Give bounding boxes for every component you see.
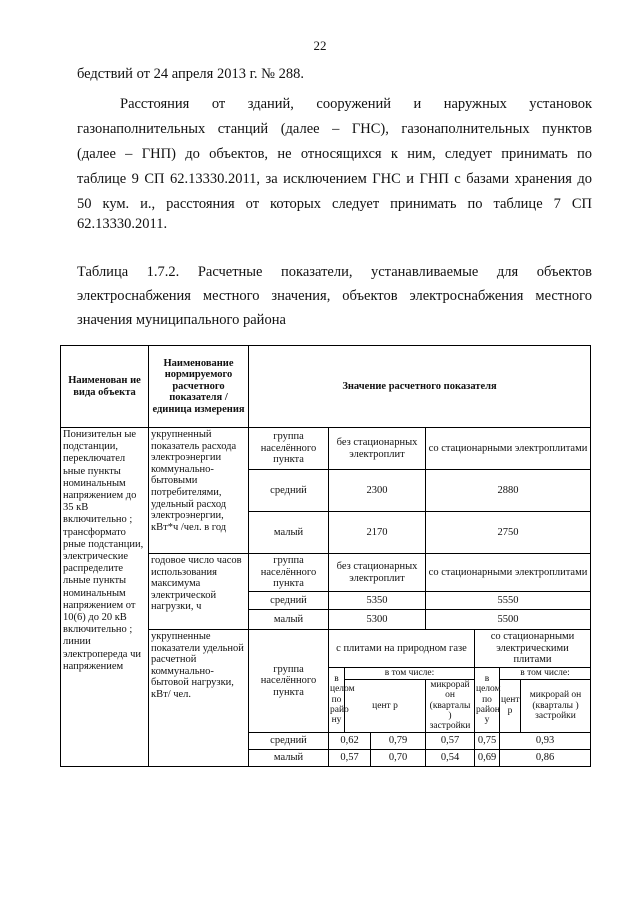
microdistrict-label: микрорай он (кварталы ) застройки <box>426 679 475 732</box>
value-cell: 2750 <box>426 512 591 554</box>
value-cell: 2880 <box>426 470 591 512</box>
page-number: 22 <box>313 38 327 53</box>
center-label: цент р <box>500 679 521 732</box>
text-line: Расстояния от зданий, сооружений и наружных установок <box>120 96 592 112</box>
settlement-group-label: группа населённого пункта <box>249 630 329 733</box>
value-cell: 2300 <box>329 470 426 512</box>
whole-area-label: в целом по район у <box>475 667 500 732</box>
value-cell: 5350 <box>329 592 426 610</box>
indicator-consumption: укрупненный показатель расхода электроэнергии коммунально-бытовыми потребителями, удельный расход электроэнергии, кВт*ч /чел. в год <box>149 428 249 554</box>
value-cell: 0,79 <box>371 732 426 749</box>
group-small: малый <box>249 749 329 766</box>
including-label: в том числе: <box>345 667 475 679</box>
value-cell: 0,62 <box>329 732 371 749</box>
including-label: в том числе: <box>500 667 591 679</box>
with-stoves-label: со стационарными электроплитами <box>426 554 591 592</box>
settlement-group-label: группа населённого пункта <box>249 428 329 470</box>
value-cell: 5300 <box>329 610 426 630</box>
object-type-cell: Понизительн ые подстанции, переключател ьные пункты номинальным напряжением до 35 кВ включительно ; трансформато рные подстанции, электрические распределите льные пункты номинальным напряжением от 10(6) до 20 кВ включительно ; линии электропереда чи напряжением <box>61 428 149 767</box>
center-label: цент р <box>345 679 426 732</box>
whole-area-label: в целом по райо ну <box>329 667 345 732</box>
text-line: газонаполнительных станций (далее – ГНС), газонаполнительных пунктов <box>77 121 592 137</box>
indicator-max-load-hours: годовое число часов использования максимума электрической нагрузки, ч <box>149 554 249 630</box>
value-cell: 0,70 <box>371 749 426 766</box>
group-medium: средний <box>249 592 329 610</box>
group-small: малый <box>249 512 329 554</box>
value-cell: 0,54 <box>426 749 475 766</box>
group-medium: средний <box>249 732 329 749</box>
text-line: 62.13330.2011. <box>77 216 168 232</box>
text-line: (далее – ГНП) до объектов, не относящихся к ним, следует принимать по <box>77 146 592 162</box>
value-cell: 5550 <box>426 592 591 610</box>
text-line: таблице 9 СП 62.13330.2011, за исключением ГНС и ГНП с базами хранения до <box>77 171 592 187</box>
value-cell: 0,57 <box>329 749 371 766</box>
group-medium: средний <box>249 470 329 512</box>
header-object-type: Наименован ие вида объекта <box>61 346 149 428</box>
with-stoves-label: со стационарными электроплитами <box>426 428 591 470</box>
header-indicator-value: Значение расчетного показателя <box>249 346 591 428</box>
table-caption-line: Таблица 1.7.2. Расчетные показатели, устанавливаемые для объектов <box>77 264 592 280</box>
value-cell: 0,69 <box>475 749 500 766</box>
indicators-table <box>60 345 591 767</box>
value-cell: 0,86 <box>500 749 591 766</box>
value-cell: 0,93 <box>500 732 591 749</box>
header-indicator-name: Наименование нормируемого расчетного показателя / единица измерения <box>149 346 249 428</box>
settlement-group-label: группа населённого пункта <box>249 554 329 592</box>
electric-stoves-label: со стационарными электрическими плитами <box>475 630 591 668</box>
microdistrict-label: микрорай он (кварталы ) застройки <box>521 679 591 732</box>
text-line: бедствий от 24 апреля 2013 г. № 288. <box>77 66 304 82</box>
gas-stoves-label: с плитами на природном газе <box>329 630 475 668</box>
table-caption-line: электроснабжения местного значения, объектов электроснабжения местного <box>77 288 592 304</box>
value-cell: 5500 <box>426 610 591 630</box>
group-small: малый <box>249 610 329 630</box>
value-cell: 0,57 <box>426 732 475 749</box>
without-stoves-label: без стационарных электроплит <box>329 428 426 470</box>
indicator-specific-load: укрупненные показатели удельной расчетной коммунально-бытовой нагрузки, кВт/ чел. <box>149 630 249 767</box>
without-stoves-label: без стационарных электроплит <box>329 554 426 592</box>
value-cell: 0,75 <box>475 732 500 749</box>
value-cell: 2170 <box>329 512 426 554</box>
text-line: 50 кум. и., расстояния от которых следует принимать по таблице 7 СП <box>77 196 592 212</box>
table-caption-line: значения муниципального района <box>77 312 286 328</box>
